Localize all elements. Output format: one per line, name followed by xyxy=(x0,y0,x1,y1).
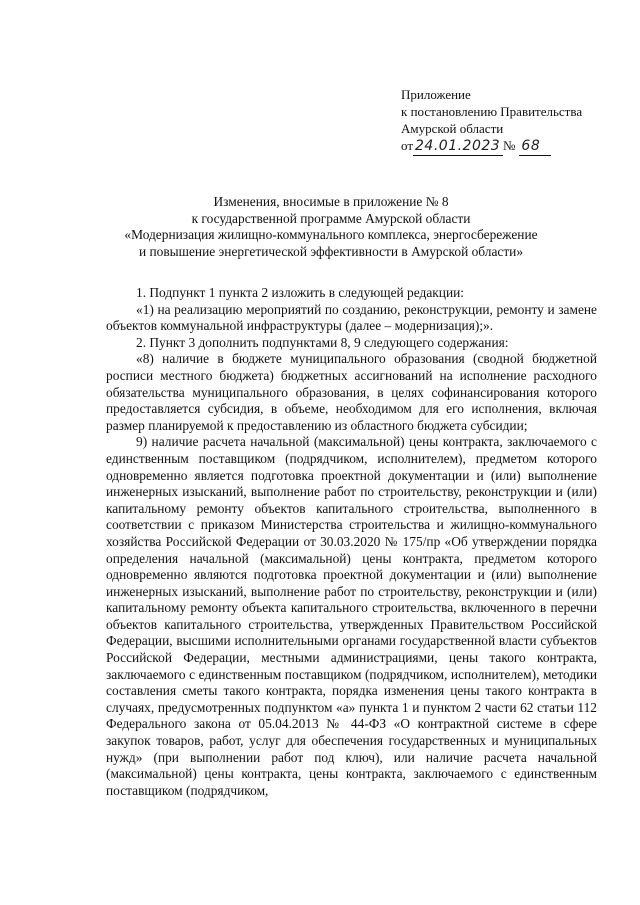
title-line-3: «Модернизация жилищно-коммунального комплекса, энергосбережение xyxy=(124,227,538,242)
paragraph-2: «1) на реализацию мероприятий по созданию, реконструкции, ремонту и замене объектов коммунальной инфраструктуры (далее – модернизация);». xyxy=(106,301,597,334)
paragraph-5: 9) наличие расчета начальной (максимальной) цены контракта, заключаемого с единственным поставщиком (подрядчиком, исполнителем), предметом которого одновременно является подготовка проектной документации и (или) выполнение инженерных изысканий, выполнение работ по строительству, реконструкции и (или) капитальному ремонту объектов капитального строительства, выполненного в соответствии с приказом Министерства строительства и жилищно-коммунального хозяйства Российской Федерации от 30.03.2020 № 175/пр «Об утверждении порядка определения начальной (максимальной) цены контракта, предметом которого одновременно являются подготовка проектной документации и (или) выполнение инженерных изысканий, выполнение работ по строительству, реконструкции и (или) капитальному ремонту объекта капитального строительства, включенного в перечни объектов капитального строительства, утвержденных Правительством Российской Федерации, высшими исполнительными органами государственной власти субъектов Российской Федерации, местными администрациями, цены такого контракта, заключаемого с единственным поставщиком (подрядчиком, исполнителем), методики составления сметы такого контракта, порядка изменения цены такого контракта в случаях, предусмотренных подпунктом «а» пункта 1 и пунктом 2 части 62 статьи 112 Федерального закона от 05.04.2013 № 44-ФЗ «О контрактной системе в сфере закупок товаров, работ, услуг для обеспечения государственных и муниципальных нужд» (при выполнении работ под ключ), или наличие расчета начальной (максимальной) цены контракта, цены контракта, заключаемого с единственным поставщиком (подрядчиком, xyxy=(106,434,597,798)
handwritten-date: 24.01.2023 xyxy=(413,138,503,156)
paragraph-4: «8) наличие в бюджете муниципального образования (сводной бюджетной росписи местного бюджета) бюджетных ассигнований на исполнение расходного обязательства муниципального образования, в целях софинансирования которого предоставляется субсидия, в объеме, необходимом для его исполнения, включая размер планируемой к предоставлению из областного бюджета субсидии; xyxy=(106,351,597,433)
annex-block xyxy=(401,86,582,156)
title-line-4: и повышение энергетической эффективности в Амурской области» xyxy=(138,243,524,259)
annex-line-3: Амурской области xyxy=(401,121,504,136)
paragraph-3: 2. Пункт 3 дополнить подпунктами 8, 9 следующего содержания: xyxy=(136,334,509,350)
number-sign: № xyxy=(503,138,516,153)
handwritten-number: 68 xyxy=(519,138,551,156)
title-line-1: Изменения, вносимые в приложение № 8 xyxy=(213,194,449,209)
paragraph-1: 1. Подпункт 1 пункта 2 изложить в следующей редакции: xyxy=(136,285,464,300)
date-prefix: от xyxy=(401,138,414,153)
document-body xyxy=(106,285,597,799)
annex-line-1: Приложение xyxy=(401,87,471,102)
document-title xyxy=(96,194,566,260)
title-line-2: к государственной программе Амурской области xyxy=(191,210,471,226)
annex-date-row xyxy=(401,137,582,156)
annex-line-2: к постановлению Правительства xyxy=(401,104,583,119)
